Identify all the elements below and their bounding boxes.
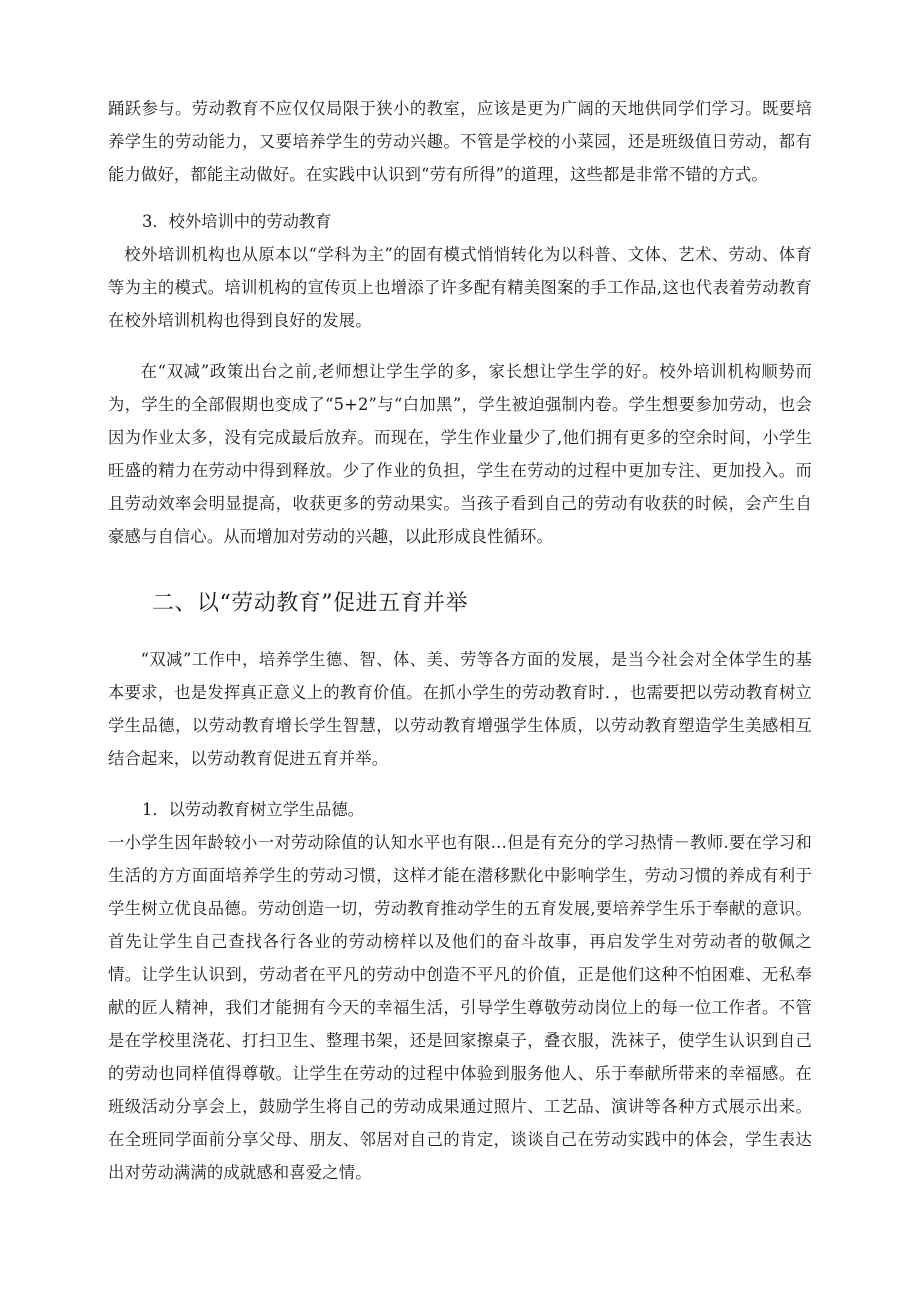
paragraph-five-education-intro: “双减”工作中，培养学生德、智、体、美、劳等各方面的发展，是当今社会对全体学生的基本要求，也是发挥真正意义上的教育价值。在抓小学生的劳动教育时．，也需要把以劳动教育树立学生品德，以劳动教育增长学生智慧，以劳动教育增强学生体质，以劳动教育塑造学生美感相互结合起来，以劳动教育促进五育并举。 (108, 650, 812, 768)
paragraph-training-institutions: 校外培训机构也从原本以“学科为主”的固有模式悄悄转化为以科普、文体、艺术、劳动、体育等为主的模式。培训机构的宣传页上也增添了许多配有精美图案的手工作品,这也代表着劳动教育在校外培训机构也得到良好的发展。 (108, 245, 812, 330)
subheading-offcampus-training: 3．校外培训中的劳动教育 (142, 212, 332, 231)
section-heading-five-education: 二、以“劳动教育”促进五育并举 (152, 591, 468, 616)
paragraph-double-reduction: 在“双减”政策出台之前,老师想让学生学的多，家长想让学生学的好。校外培训机构顺势而为，学生的全部假期也变成了“5+2”与“白加黑”，学生被迫强制内卷。学生想要参加劳动，也会因为作业太多，没有完成最后放弃。而现在，学生作业量少了,他们拥有更多的空余时间，小学生旺盛的精力在劳动中得到释放。少了作业的负担，学生在劳动的过程中更加专注、更加投入。而且劳动效率会明显提高，收获更多的劳动果实。当孩子看到自己的劳动有收获的时候，会产生自豪感与自信心。从而增加对劳动的兴趣，以此形成良性循环。 (108, 362, 812, 546)
paragraph-moral-character: 一小学生因年龄较小一对劳动除值的认知水平也有限…但是有充分的学习热情－教师.要在学习和生活的方方面面培养学生的劳动习惯，这样才能在潜移默化中影响学生，劳动习惯的养成有利于学生树立优良品德。劳动创造一切，劳动教育推动学生的五育发展,要培养学生乐于奉献的意识。首先让学生自己查找各行各业的劳动榜样以及他们的奋斗故事，再启发学生对劳动者的敬佩之情。让学生认识到，劳动者在平凡的劳动中创造不平凡的价值，正是他们这种不怕困难、无私奉献的匠人精神，我们才能拥有今天的幸福生活，引导学生尊敬劳动岗位上的每一位工作者。不管是在学校里浇花、打扫卫生、整理书架，还是回家擦桌子，叠衣服，洗袜子，使学生认识到自己的劳动也同样值得尊敬。让学生在劳动的过程中体验到服务他人、乐于奉献所带来的幸福感。在班级活动分享会上，鼓励学生将自己的劳动成果通过照片、工艺品、演讲等各种方式展示出来。在全班同学面前分享父母、朋友、邻居对自己的肯定，谈谈自己在劳动实践中的体会，学生表达出对劳动满满的成就感和喜爱之情。 (108, 833, 812, 1182)
paragraph-labor-interest: 踊跃参与。劳动教育不应仅仅局限于狭小的教室，应该是更为广阔的天地供同学们学习。既要培养学生的劳动能力，又要培养学生的劳动兴趣。不管是学校的小菜园，还是班级值日劳动，都有能力做好，都能主动做好。在实践中认识到“劳有所得”的道理，这些都是非常不错的方式。 (108, 99, 812, 184)
subheading-moral-character: 1．以劳动教育树立学生品德。 (142, 800, 365, 819)
